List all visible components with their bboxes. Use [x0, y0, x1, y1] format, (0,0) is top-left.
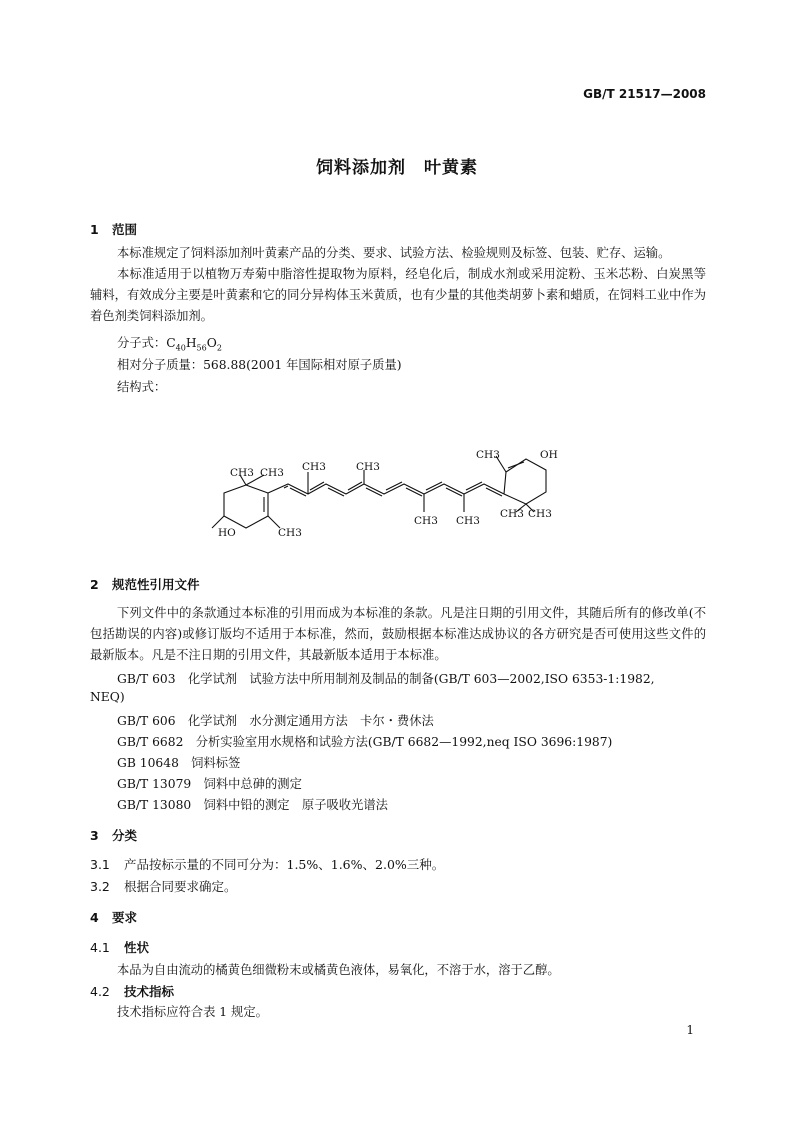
- label-ch3: CH3: [476, 449, 500, 461]
- formula-h: H: [185, 336, 197, 350]
- clause-4-2-heading: [90, 982, 174, 1000]
- label-ch3: CH3: [302, 461, 326, 473]
- section-2-heading: [90, 575, 200, 593]
- document-title: 饲料添加剂 叶黄素: [316, 158, 478, 178]
- scope-paragraph-2: 本标准适用于以植物万寿菊中脂溶性提取物为原料，经皂化后，制成水剂或采用淀粉、玉米芯粉、白炭黑等辅料，有效成分主要是叶黄素和它的同分异构体玉米黄质，也有少量的其他类胡萝卜素和蜡质，在饲料工业中作为着色剂类饲料添加剂。: [90, 267, 706, 323]
- label-ch3: CH3: [356, 461, 380, 473]
- reference-item: GB/T 13080 饲料中铅的测定 原子吸收光谱法: [117, 798, 388, 812]
- section-number: 1: [90, 222, 99, 237]
- clause-number: 3.2: [90, 879, 110, 894]
- clause-number: 3.1: [90, 857, 110, 872]
- clause-3-1: [90, 855, 444, 873]
- section-number: 2: [90, 577, 99, 592]
- label-ch3: CH3: [528, 508, 552, 520]
- label-oh: OH: [540, 449, 558, 461]
- page-number: 1: [686, 1023, 694, 1037]
- reference-item: GB/T 603 化学试剂 试验方法中所用制剂及制品的制备(GB/T 603—2002,ISO 6353-1:1982,: [117, 672, 655, 686]
- reference-item: GB 10648 饲料标签: [117, 756, 241, 770]
- section-title: 要求: [112, 910, 138, 925]
- structure-label: 结构式：: [117, 380, 167, 394]
- label-ch3: CH3: [260, 467, 284, 479]
- reference-item-continued: NEQ): [90, 690, 125, 704]
- label-ch3: CH3: [278, 527, 302, 539]
- reference-item: GB/T 606 化学试剂 水分测定通用方法 卡尔・费休法: [117, 714, 434, 728]
- section-3-heading: [90, 826, 137, 844]
- section-title: 范围: [112, 222, 138, 237]
- reference-item: GB/T 13079 饲料中总砷的测定: [117, 777, 302, 791]
- clause-4-1-heading: [90, 938, 149, 956]
- formula-c-count: 40: [175, 343, 186, 353]
- clause-3-2: [90, 877, 237, 895]
- clause-text: 根据合同要求确定。: [124, 879, 237, 894]
- label-ch3: CH3: [414, 515, 438, 527]
- formula-o: O: [206, 336, 217, 350]
- clause-title: 技术指标: [124, 984, 175, 999]
- clause-4-2-text: 技术指标应符合表 1 规定。: [117, 1005, 268, 1019]
- section-number: 3: [90, 828, 99, 843]
- label-ch3: CH3: [456, 515, 480, 527]
- formula-h-count: 56: [196, 343, 207, 353]
- section-title: 分类: [112, 828, 138, 843]
- section-number: 4: [90, 910, 99, 925]
- references-intro: 下列文件中的条款通过本标准的引用而成为本标准的条款。凡是注日期的引用文件，其随后所有的修改单(不包括勘误的内容)或修订版均不适用于本标准，然而，鼓励根据本标准达成协议的各方研究是否可使用这些文件的最新版本。凡是不注日期的引用文件，其最新版本适用于本标准。: [90, 606, 706, 662]
- reference-item: GB/T 6682 分析实验室用水规格和试验方法(GB/T 6682—1992,neq ISO 3696:1987): [117, 735, 613, 749]
- clause-number: 4.2: [90, 984, 110, 999]
- section-4-heading: [90, 908, 137, 926]
- formula-o-count: 2: [216, 343, 222, 353]
- label-ho: HO: [218, 527, 236, 539]
- clause-4-1-text: 本品为自由流动的橘黄色细微粉末或橘黄色液体，易氧化，不溶于水，溶于乙醇。: [117, 963, 560, 977]
- scope-paragraph-1: 本标准规定了饲料添加剂叶黄素产品的分类、要求、试验方法、检验规则及标签、包装、贮存、运输。: [117, 246, 671, 260]
- label-ch3: CH3: [230, 467, 254, 479]
- label-ch3: CH3: [500, 508, 524, 520]
- clause-title: 性状: [124, 940, 150, 955]
- molecular-mass: 相对分子质量：568.88(2001 年国际相对原子质量): [117, 358, 402, 372]
- standard-number: GB/T 21517—2008: [583, 87, 706, 101]
- formula-label: 分子式：: [117, 336, 167, 350]
- formula-c: C: [166, 336, 176, 350]
- section-title: 规范性引用文件: [112, 577, 200, 592]
- clause-number: 4.1: [90, 940, 110, 955]
- clause-text: 产品按标示量的不同可分为：1.5%、1.6%、2.0%三种。: [124, 857, 445, 872]
